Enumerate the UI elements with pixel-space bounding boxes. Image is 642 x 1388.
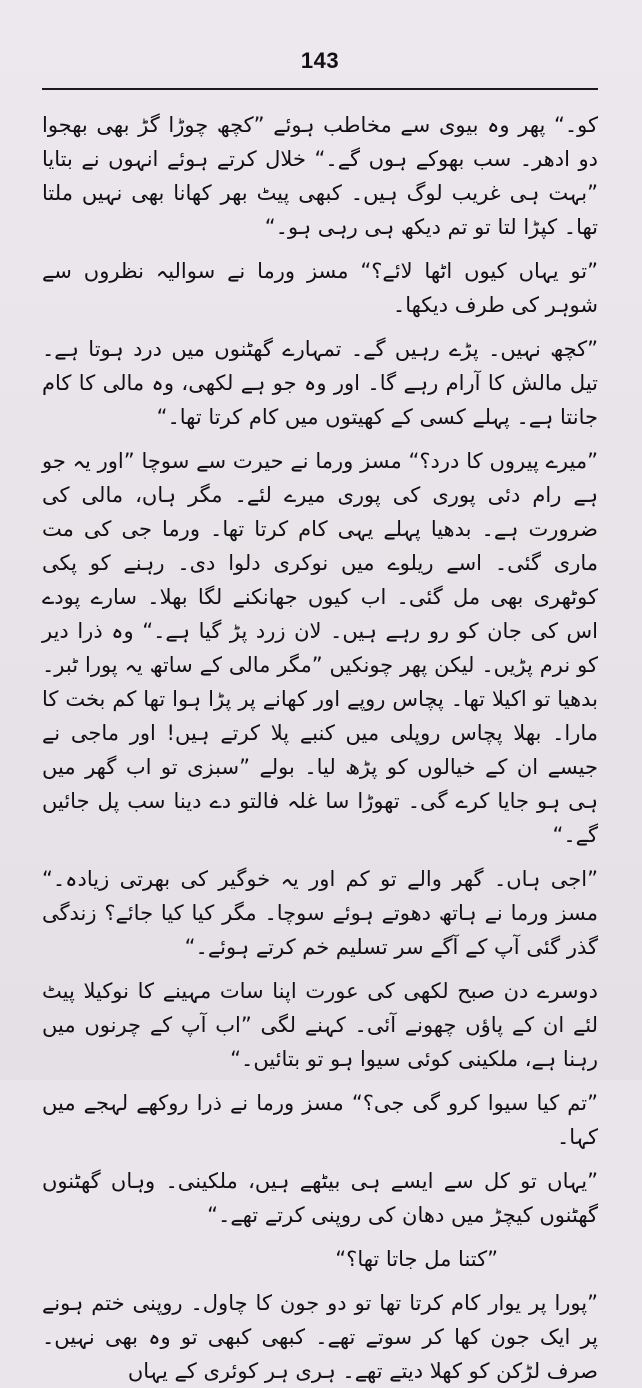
paragraph-2: ”تو یہاں کیوں اٹھا لائے؟“ مسز ورما نے سوالیہ نظروں سے شوہر کی طرف دیکھا۔ — [42, 259, 598, 317]
paragraph-9: ”کتنا مل جاتا تھا؟“ — [335, 1247, 498, 1271]
paragraph-6: دوسرے دن صبح لکھی کی عورت اپنا سات مہینے کا نوکیلا پیٹ لئے ان کے پاؤں چھونے آئی۔ کہنے لگی ”اب آپ کے چرنوں میں رہنا ہے، ملکینی کوئی سیوا ہو تو بتائیں۔“ — [42, 979, 598, 1071]
paragraph-3: ”کچھ نہیں۔ پڑے رہیں گے۔ تمہارے گھٹنوں میں درد ہوتا ہے۔ تیل مالش کا آرام رہے گا۔ اور وہ جو ہے لکھی، وہ مالی کا کام جانتا ہے۔ پہلے کسی کے کھیتوں میں کام کرتا تھا۔“ — [42, 337, 598, 429]
header-rule — [42, 88, 598, 90]
paragraph-7: ”تم کیا سیوا کرو گی جی؟“ مسز ورما نے ذرا روکھے لہجے میں کہا۔ — [42, 1091, 598, 1149]
paragraph-1: کو۔“ پھر وہ بیوی سے مخاطب ہوئے ”کچھ چوڑا گڑ بھی بھجوا دو ادھر۔ سب بھوکے ہوں گے۔“ خلال کرتے ہوئے انہوں نے بتایا ”بہت ہی غریب لوگ ہیں۔ کبھی پیٹ بھر کھانا بھی نہیں ملتا تھا۔ کپڑا لتا تو تم دیکھ ہی رہی ہو۔“ — [42, 113, 598, 239]
paragraph-8: ”یہاں تو کل سے ایسے ہی بیٹھے ہیں، ملکینی۔ وہاں گھٹنوں گھٹنوں کیچڑ میں دھان کی روپنی کرتے تھے۔“ — [42, 1169, 598, 1227]
paragraph-10: ”پورا پر یوار کام کرتا تھا تو دو جون کا چاول۔ روپنی ختم ہونے پر ایک جون کھا کر سوتے تھے۔ کبھی کبھی تو وہ بھی نہیں۔ صرف لڑکن کو کھلا دیتے تھے۔ ہری ہر کوئری کے یہاں — [42, 1291, 598, 1383]
paragraph-5: ”اجی ہاں۔ گھر والے تو کم اور یہ خوگیر کی بھرتی زیادہ۔“ مسز ورما نے ہاتھ دھوتے ہوئے سوچا۔ مگر کیا کیا جائے؟ زندگی گذر گئی آپ کے آگے سر تسلیم خم کرتے ہوئے۔“ — [42, 867, 598, 959]
paragraph-4: ”میرے پیروں کا درد؟“ مسز ورما نے حیرت سے سوچا ”اور یہ جو ہے رام دئی پوری کی پوری میرے لئے۔ مگر ہاں، مالی کی ضرورت ہے۔ بدھیا پہلے یہی کام کرتا تھا۔ ورما جی کی مت ماری گئی۔ اسے ریلوے میں نوکری دلوا دی۔ رہنے کو پکی کوٹھری بھی مل گئی۔ اب کیوں جھانکنے لگا بھلا۔ سارے پودے اس کی جان کو رو رہے ہیں۔ لان زرد پڑ گیا ہے۔“ وہ ذرا دیر کو نرم پڑیں۔ لیکن پھر چونکیں ”مگر مالی کے ساتھ یہ پورا ٹبر۔ بدھیا تو اکیلا تھا۔ پچاس روپے اور کھانے پر پڑا ہوا تھا کم بخت کا مارا۔ بھلا پچاس روپلی میں کنبے پلا کرتے ہیں! اور ماجی نے جیسے ان کے خیالوں کو پڑھ لیا۔ بولے ”سبزی تو اب گھر میں ہی ہو جایا کرے گی۔ تھوڑا سا غلہ فالتو دے دینا سب پل جائیں گے۔“ — [42, 449, 598, 847]
page-body — [42, 108, 598, 1388]
page-number: 143 — [300, 48, 340, 73]
